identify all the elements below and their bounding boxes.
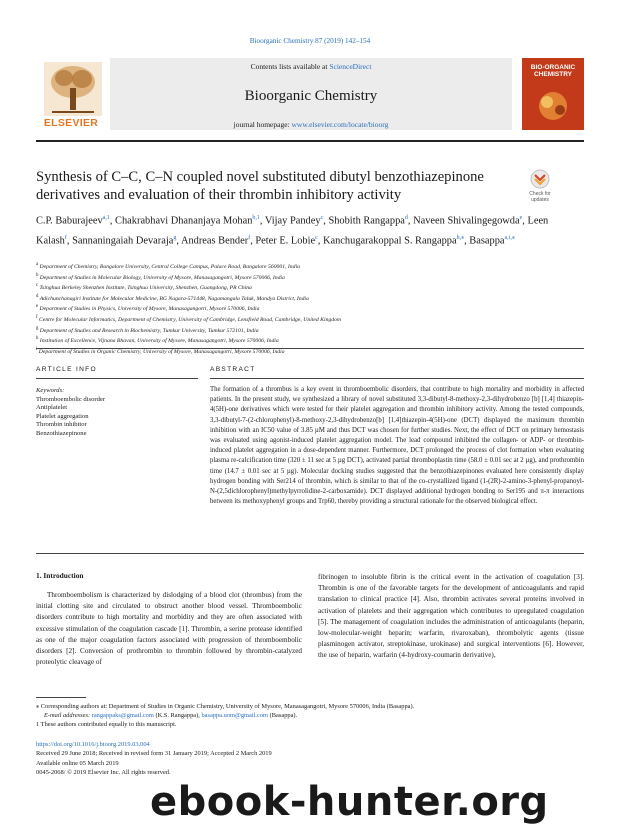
keyword-item: Thromboembolic disorder xyxy=(36,395,106,403)
author-name[interactable]: Andreas Bender xyxy=(180,235,249,247)
contents-prefix: Contents lists available at xyxy=(250,62,328,71)
abstract-text: The formation of a thrombus is a key event in thromboembolic disorders, that contribute to high mortality and morbidity in affected patients. In the present study, we synthesized a library of novel substituted 3,3-dibutyl-8-methoxy-2,3-dihydrobenzo [b] [1,4] thiazepin-4(5H)-one derivatives which were tested for their platelet aggregation and thrombin inhibitory activity. Among the tested compounds, 3,3-dibutyl-7-(2-chlorophenyl)-8-methoxy-2,3-dihydrobenzo[b] [1,4]thiazepin-4(5H)-one (DCT) displayed the maximum thrombin inhibition with an IC50 value of 3.85 µM and thus DCT was chosen for further studies. Next, the effect of DCT on primary hemostasis was evaluated using agonist-induced platelet aggregation model. The lead compound inhibited the collagen- or ADP- or thrombin-induced platelet aggregation in a dose-dependent manner. Furthermore, DCT prolonged the process of clot formation when evaluating plasma re-calcification time (320 ± 11 sec at 5 µg DCT), activated partial thromboplastin time (58.0 ± 0.01 sec at 2 µg), and prothrombin time (14.7 ± 0.01 sec at 5 µg). Molecular docking studies suggested that the benzothiazepinones evaluated here consistently display hydrogen bonding with Ser214 of thrombin, which is similar to that of the co-crystallized ligand (1-(2R)-2-amino-3-phenyl-propanoyl-N-(2,5dichlorophenyl)methylpyrrolidine-2-carboxamide). DCT displayed additional hydrogen bonding to Ser195 and π-π interactions between its methoxyphenyl groups and Trp60, thereby providing a structural rationale for the observed biological effect. xyxy=(210,386,584,506)
affiliation-label: i xyxy=(36,346,38,352)
author-affiliation-marker[interactable]: g xyxy=(173,234,177,241)
affiliation-text: Adichunchanagiri Institute for Molecular Medicine, BG Nagara-571448, Nagamangala Taluk, Mandya District, India xyxy=(39,295,309,302)
keyword-item: Thrombin inhibitor xyxy=(36,421,87,429)
author-separator: , xyxy=(522,215,528,227)
watermark-text: ebook-hunter.org xyxy=(150,779,549,825)
author-affiliation-marker[interactable]: f xyxy=(64,234,67,241)
email-link-2[interactable]: basappa.uom@gmail.com xyxy=(201,712,269,720)
affiliation-label: c xyxy=(36,283,39,289)
author-affiliation-marker[interactable]: c xyxy=(315,234,318,241)
author-affiliation-marker[interactable]: h,⁎ xyxy=(456,234,465,241)
author-name[interactable]: Kanchugarakoppal S. Rangappa xyxy=(323,235,457,247)
elsevier-tree-logo xyxy=(44,62,102,116)
author-separator: , xyxy=(66,235,73,247)
author-name[interactable]: Shobith Rangappa xyxy=(328,215,405,227)
footnote-rule xyxy=(36,697,86,698)
affiliation-label: e xyxy=(36,304,39,310)
author-list xyxy=(36,210,584,250)
article-title xyxy=(36,168,506,204)
author-affiliation-marker[interactable]: a,i,⁎ xyxy=(504,234,515,241)
affiliation-label: f xyxy=(36,314,38,320)
online-date: Available online 05 March 2019 xyxy=(36,759,119,767)
journal-citation[interactable]: Bioorganic Chemistry 87 (2019) 142–154 xyxy=(249,37,371,45)
affiliation-text: Department of Studies in Physics, University of Mysore, Manasagangotri, Mysore 570006, India xyxy=(39,306,260,313)
keyword-item: Platelet aggregation xyxy=(36,412,89,420)
article-info-heading: ARTICLE INFO xyxy=(36,366,97,373)
email-link-1[interactable]: rangappaks@gmail.com xyxy=(91,712,154,720)
affiliation-label: d xyxy=(36,293,39,299)
author-separator: , xyxy=(109,215,116,227)
article-title-line1: Synthesis of C–C, C–N coupled novel substituted dibutyl benzothiazepinone xyxy=(36,169,484,185)
affiliation-label: g xyxy=(36,325,39,331)
affiliation-item xyxy=(36,282,584,293)
badge-line2: updates xyxy=(531,197,549,203)
badge-line1: Check for xyxy=(529,191,551,197)
affiliation-item xyxy=(36,261,584,272)
keywords-heading: Keywords: xyxy=(36,387,65,394)
introduction-right-column: fibrinogen to insoluble fibrin is the critical event in the activation of coagulation [3]. Thrombin is one of the favorable targets for the development of anticoagulants and rapid translation to clinical practice [4]. Also, thrombin activates several proteins involved in activation of platelets and their aggregation which contributes to upregulated coagulation [5]. The management of coagulation includes the administration of anticoagulants (heparin, low-molecular-weight heparin; warfarin, rivaroxaban), thrombolytic agents (tissue plasminogen activator, streptokinase, urokinase) and surgical interventions [6]. However, the use of heparin, warfarin (4-hydroxy-coumarin derivative), xyxy=(318,573,584,660)
email-line xyxy=(36,711,584,720)
received-dates: Received 29 June 2018; Received in revised form 31 January 2019; Accepted 2 March 2019 xyxy=(36,750,272,758)
author-separator: , xyxy=(176,235,181,247)
contents-available-line xyxy=(110,62,512,71)
author-affiliation-marker[interactable]: a,1 xyxy=(102,215,110,221)
affiliation-text: Tsinghua Berkeley Shenzhen Institute, Tsinghua University, Shenzhen, Guangdong, PR China xyxy=(39,285,252,292)
author-separator: , xyxy=(317,235,323,247)
article-title-line2: derivatives and evaluation of their thrombin inhibitory activity xyxy=(36,187,402,203)
affiliation-text: Department of Chemistry, Bangalore University, Central College Campus, Palace Road, Bangalore 560001, India xyxy=(39,263,300,270)
corresponding-author-note: ⁎ Corresponding authors at: Department of Studies in Organic Chemistry, University of Mysore, Manasagangotri, Mysore 570006, India (Basappa). xyxy=(36,703,415,710)
affiliation-item xyxy=(36,314,584,325)
affiliation-label: h xyxy=(36,336,39,342)
header-divider xyxy=(36,140,584,142)
author-name[interactable]: Basappa xyxy=(469,235,505,247)
email-2-owner: (Basappa). xyxy=(269,712,298,720)
keyword-item: Benzothiazepinone xyxy=(36,429,87,437)
affiliation-item xyxy=(36,325,584,336)
footnotes xyxy=(36,702,584,730)
affiliation-item xyxy=(36,303,584,314)
keyword-list xyxy=(36,396,198,439)
equal-contribution-note: 1 These authors contributed equally to this manuscript. xyxy=(36,721,177,729)
affiliation-item xyxy=(36,335,584,346)
affiliation-item xyxy=(36,293,584,304)
journal-homepage-line xyxy=(110,120,512,129)
homepage-link[interactable]: www.elsevier.com/locate/bioorg xyxy=(291,120,389,129)
cover-title-line1: BIO-ORGANIC xyxy=(530,64,576,71)
sciencedirect-link[interactable]: ScienceDirect xyxy=(329,62,372,71)
author-name[interactable]: C.P. Baburajeev xyxy=(36,215,103,227)
copyright-line: 0045-2068/ © 2019 Elsevier Inc. All rights reserved. xyxy=(36,769,171,777)
author-name[interactable]: Naveen Shivalingegowda xyxy=(413,215,520,227)
author-name[interactable]: Chakrabhavi Dhananjaya Mohan xyxy=(115,215,253,227)
affiliation-text: Department of Studies and Research in Biochemistry, Tumkur University, Tumkur 572101, India xyxy=(39,327,259,334)
abstract-bottom-rule xyxy=(36,553,584,554)
author-affiliation-marker[interactable]: e xyxy=(519,215,523,221)
author-separator: , xyxy=(464,235,470,247)
keywords-block xyxy=(36,387,198,439)
author-name[interactable]: Vijay Pandey xyxy=(264,215,321,227)
affiliation-divider xyxy=(36,348,584,349)
author-separator: , xyxy=(407,215,414,227)
keyword-item: Antiplatelet xyxy=(36,404,68,412)
author-affiliation-marker[interactable]: f xyxy=(248,234,251,241)
affiliation-text: Institution of Excellence, Vijnana Bhavan, University of Mysore, Manasagangotri, Mysore 570006, India xyxy=(39,338,279,345)
cover-title-line2: CHEMISTRY xyxy=(533,71,573,78)
author-separator: , xyxy=(323,215,329,227)
author-name[interactable]: Sannaningaiah Devaraja xyxy=(72,235,174,247)
elsevier-wordmark: ELSEVIER xyxy=(43,117,99,129)
affiliation-text: Department of Studies in Organic Chemistry, University of Mysore, Manasagangotri, Mysore 570006, India xyxy=(38,348,285,355)
doi-link[interactable]: https://doi.org/10.1016/j.bioorg.2019.03.004 xyxy=(36,741,150,748)
affiliation-text: Department of Studies in Molecular Biology, University of Mysore, Manasagangotri, Mysore 570006, India xyxy=(39,274,285,281)
affiliation-label: a xyxy=(36,262,39,267)
author-name[interactable]: Peter E. Lobie xyxy=(255,235,316,247)
check-for-updates-icon xyxy=(523,168,557,206)
author-affiliation-marker[interactable]: d xyxy=(404,215,408,221)
affiliation-text: Centre for Molecular Informatics, Department of Chemistry, University of Cambridge, Lensfield Road, Cambridge, United Kingdom xyxy=(39,316,342,323)
affiliation-list xyxy=(36,261,584,356)
email-prefix: E-mail addresses: xyxy=(44,712,91,720)
author-separator: , xyxy=(259,215,265,227)
homepage-prefix: journal homepage: xyxy=(233,120,290,129)
introduction-heading: 1. Introduction xyxy=(36,571,84,580)
author-affiliation-marker[interactable]: c xyxy=(320,215,324,221)
cover-title xyxy=(522,64,584,78)
author-separator: , xyxy=(250,235,256,247)
check-for-updates-badge[interactable] xyxy=(523,168,557,206)
author-name[interactable]: Leen Kalash xyxy=(36,215,549,247)
affiliation-item xyxy=(36,272,584,283)
publication-info xyxy=(36,740,584,778)
introduction-left-column: Thromboembolism is characterized by dislodging of a blood clot (thrombus) from the initial clotting site and circulated to obstruct another blood vessel. Thromboembolic disorders contribute to high mortality and morbidity and they are often associated with excessive stimulation of the coagulation cascade [1]. Thrombin, a serine protease identified as one of the major coagulation factors associated with progression of thromboembolic disorders [2]. Conversion of prothrombin to thrombin followed by thrombin-catalyzed proteolytic cleavage of xyxy=(36,591,302,667)
author-affiliation-marker[interactable]: b,1 xyxy=(252,215,260,221)
email-1-owner: (K.S. Rangappa), xyxy=(155,712,200,720)
abstract-rule xyxy=(210,378,584,379)
abstract-heading: ABSTRACT xyxy=(210,366,256,373)
journal-name: Bioorganic Chemistry xyxy=(244,88,378,104)
article-info-rule xyxy=(36,378,198,379)
affiliation-label: b xyxy=(36,272,39,278)
